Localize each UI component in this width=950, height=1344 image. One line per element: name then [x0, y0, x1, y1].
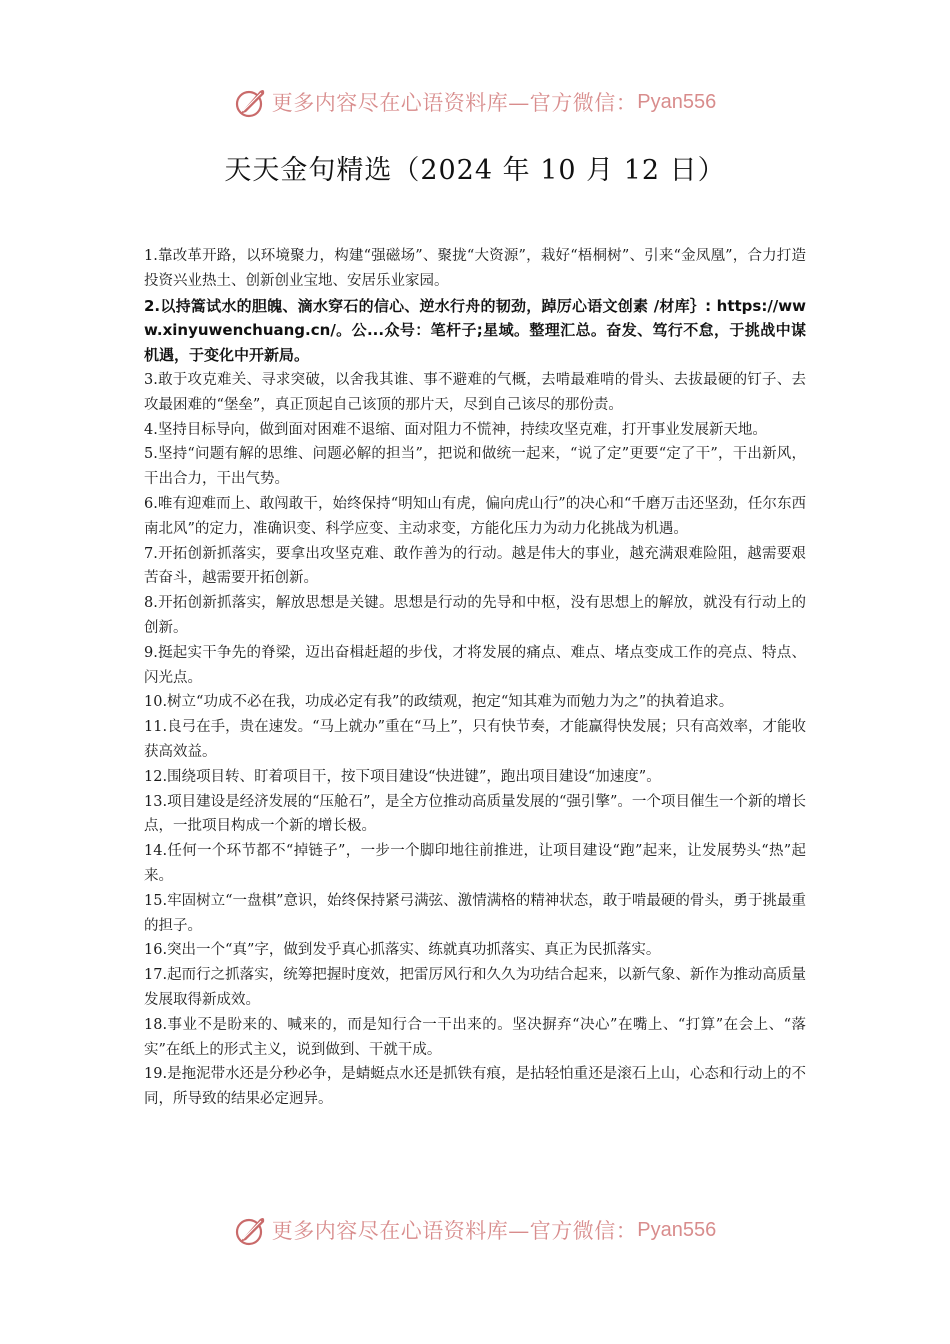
quote-paragraph: 12.围绕项目转、盯着项目干，按下项目建设“快进键”，跑出项目建设“加速度”。 — [144, 768, 661, 785]
quote-paragraph: 5.坚持“问题有解的思维、问题必解的担当”，把说和做统一起来，“说了定”更要“定了干”，干出新风，干出合力，干出气势。 — [144, 446, 806, 488]
banner-text: 更多内容尽在心语资料库—官方微信： — [271, 1219, 638, 1243]
quote-paragraph: 13.项目建设是经济发展的“压舱石”，是全方位推动高质量发展的“强引擎”。一个项目催生一个新的增长点，一批项目构成一个新的增长极。 — [144, 793, 806, 835]
quote-paragraph: 11.良弓在手，贵在速发。“马上就办”重在“马上”，只有快节奏，才能赢得快发展；只有高效率，才能收获高效益。 — [144, 719, 806, 760]
quote-paragraph: 7.开拓创新抓落实，要拿出攻坚克难、敢作善为的行动。越是伟大的事业，越充满艰难险阻，越需要艰苦奋斗，越需要开拓创新。 — [144, 545, 806, 587]
quote-paragraph-highlight: 2.以持篙试水的胆魄、滴水穿石的信心、逆水行舟的韧劲，踔厉心语文创素 /材库｝: https://www.xinyuwenchuang.cn/。公...众号：笔杆子;星域。整理汇总。奋发、笃行不怠，于挑战中谋机遇，于变化中开新局。 — [144, 296, 806, 365]
quote-paragraph: 3.敢于攻克难关、寻求突破，以舍我其谁、事不避难的气概，去啃最难啃的骨头、去拔最硬的钉子、去攻最困难的“堡垒”，真正顶起自己该顶的那片天，尽到自己该尽的那份责。 — [144, 371, 806, 413]
header-watermark-banner — [0, 82, 950, 122]
quote-paragraph: 9.挺起实干争先的脊梁，迈出奋楫赶超的步伐，才将发展的痛点、难点、堵点变成工作的亮点、特点、闪光点。 — [144, 644, 806, 686]
footer-watermark-banner — [0, 1210, 950, 1250]
quote-paragraph: 17.起而行之抓落实，统筹把握时度效，把雷厉风行和久久为功结合起来，以新气象、新作为推动高质量发展取得新成效。 — [144, 967, 806, 1008]
quote-paragraph: 10.树立“功成不必在我，功成必定有我”的政绩观，抱定“知其难为而勉力为之”的执着追求。 — [144, 694, 734, 711]
page-title: 天天金句精选（2024 年 10 月 12 日） — [224, 155, 726, 186]
quote-paragraph: 14.任何一个环节都不“掉链子”，一步一个脚印地往前推进，让项目建设“跑”起来，让发展势头“热”起来。 — [144, 843, 806, 884]
banner-wechat-id: Pyan556 — [637, 90, 717, 113]
quote-paragraph: 4.坚持目标导向，做到面对困难不退缩、面对阻力不慌神，持续攻坚克难，打开事业发展新天地。 — [144, 421, 767, 438]
quote-paragraph: 19.是拖泥带水还是分秒必争，是蜻蜓点水还是抓铁有痕，是拈轻怕重还是滚石上山，心态和行动上的不同，所导致的结果必定迥异。 — [144, 1066, 806, 1108]
quote-list — [144, 244, 806, 1112]
quote-paragraph: 1.靠改革开路，以环境聚力，构建“强磁场”、聚拢“大资源”，栽好“梧桐树”、引来“金凤凰”，合力打造投资兴业热土、创新创业宝地、安居乐业家园。 — [144, 248, 806, 289]
quill-logo-icon — [234, 1213, 268, 1247]
quote-paragraph: 16.突出一个“真”字，做到发乎真心抓落实、练就真功抓落实、真正为民抓落实。 — [144, 942, 661, 959]
banner-wechat-id: Pyan556 — [637, 1218, 717, 1241]
quote-paragraph: 8.开拓创新抓落实，解放思想是关键。思想是行动的先导和中枢，没有思想上的解放，就没有行动上的创新。 — [144, 595, 806, 636]
quote-paragraph: 15.牢固树立“一盘棋”意识，始终保持紧弓满弦、激情满格的精神状态，敢于啃最硬的骨头，勇于挑最重的担子。 — [144, 892, 806, 934]
quote-paragraph: 18.事业不是盼来的、喊来的，而是知行合一干出来的。坚决摒弃“决心”在嘴上、“打算”在会上、“落实”在纸上的形式主义，说到做到、干就干成。 — [144, 1016, 806, 1058]
banner-text: 更多内容尽在心语资料库—官方微信： — [271, 91, 638, 115]
quote-paragraph: 6.唯有迎难而上、敢闯敢干，始终保持“明知山有虎，偏向虎山行”的决心和“千磨万击还坚劲，任尔东西南北风”的定力，准确识变、科学应变、主动求变，方能化压力为动力化挑战为机遇。 — [144, 495, 806, 537]
quill-logo-icon — [234, 85, 268, 119]
